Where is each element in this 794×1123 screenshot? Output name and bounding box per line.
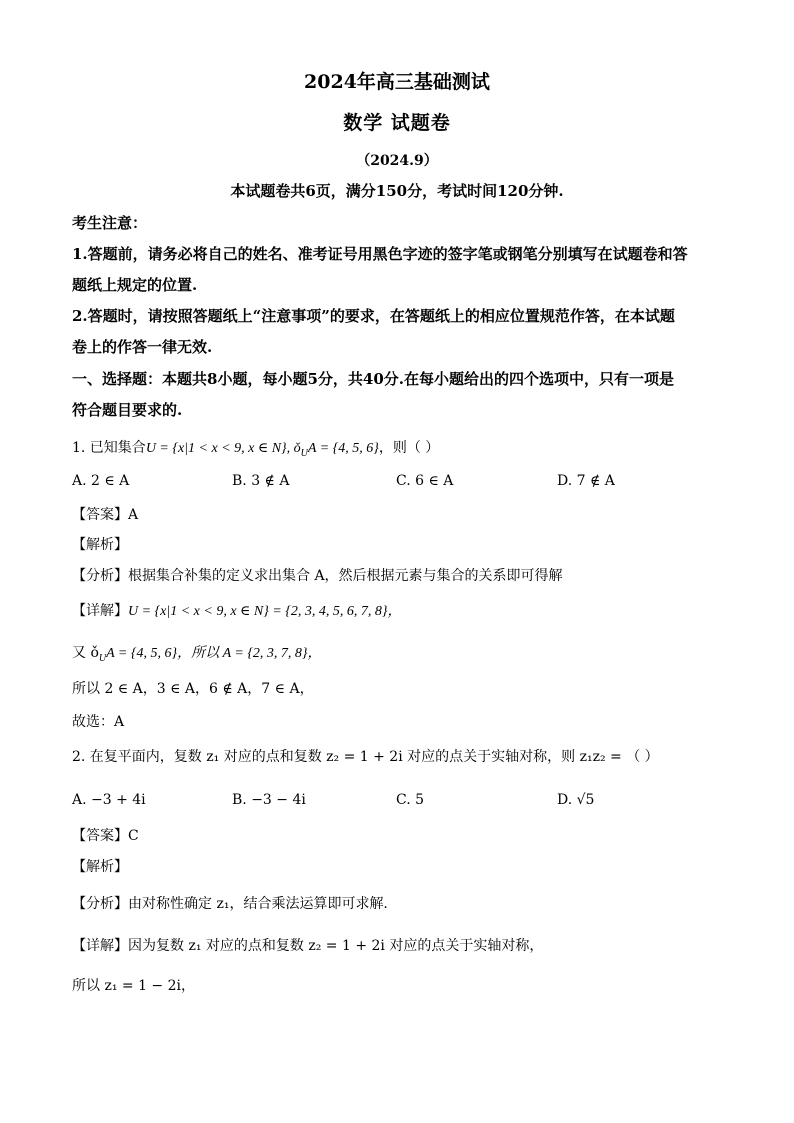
- question-2-detail-tag: 【详解】: [72, 938, 128, 954]
- question-1-detail-2-sub: U: [98, 652, 107, 664]
- question-2-detail-2: 所以 z₁ = 1 − 2i，: [72, 978, 195, 994]
- question-1-detail-tag: 【详解】: [72, 603, 128, 619]
- question-2-option-a: A. −3 + 4i: [72, 792, 146, 808]
- question-1-set-expression: U = {x|1 < x < 9, x ∈ N}, ǒ: [145, 441, 301, 456]
- section-1-heading-line-1: 一、选择题：本题共8小题，每小题5分，共40分.在每小题给出的四个选项中，只有一项是: [72, 370, 674, 388]
- question-1-set-sub: U: [300, 447, 308, 459]
- question-1-detail-2: [72, 643, 322, 669]
- exam-title: 2024年高三基础测试: [304, 71, 490, 93]
- question-2-fenxi-tag: 【分析】: [72, 896, 128, 912]
- question-1-fenxi-tag: 【分析】: [72, 568, 128, 584]
- question-1-option-c: C. 6 ∈ A: [396, 473, 454, 489]
- notice-item-1-line-1: 1.答题前，请务必将自己的姓名、准考证号用黑色字迹的签字笔或钢笔分别填写在试题卷和答: [72, 245, 688, 263]
- question-2-analysis-tag: 【解析】: [72, 859, 128, 875]
- section-1-heading-line-2: 符合题目要求的.: [72, 401, 183, 419]
- question-1-option-a: A. 2 ∈ A: [72, 473, 130, 489]
- question-2-option-c: C. 5: [396, 792, 425, 808]
- question-2-option-b: B. −3 − 4i: [232, 792, 306, 808]
- notice-item-2-line-2: 卷上的作答一律无效.: [72, 338, 213, 356]
- question-2-detail-1: [72, 936, 543, 956]
- question-2-prompt: 2. 在复平面内，复数 z₁ 对应的点和复数 z₂ = 1 + 2i 对应的点关于实轴对称，则 z₁z₂ = （ ）: [72, 749, 659, 765]
- notice-item-2-line-1: 2.答题时，请按照答题纸上“注意事项”的要求，在答题纸上的相应位置规范作答，在本试题: [72, 307, 675, 325]
- question-1-option-d: D. 7 ∉ A: [557, 473, 615, 489]
- question-2-fenxi-text: 由对称性确定 z₁，结合乘法运算即可求解.: [128, 896, 388, 912]
- notice-heading: 考生注意：: [72, 214, 148, 232]
- question-1-option-b: B. 3 ∉ A: [232, 473, 290, 489]
- question-1-prompt-lead: 1. 已知集合: [72, 440, 146, 456]
- notice-item-1-line-2: 题纸上规定的位置.: [72, 276, 198, 294]
- question-1-fenxi: [72, 566, 563, 586]
- exam-info: 本试题卷共6页，满分150分，考试时间120分钟.: [230, 182, 564, 200]
- question-2-option-d: D. √5: [557, 792, 595, 808]
- question-1-answer: 【答案】A: [72, 507, 139, 523]
- exam-date: （2024.9）: [356, 153, 438, 169]
- question-1-prompt-tail: ，则（ ）: [378, 440, 440, 456]
- question-1-detail-1: [72, 601, 402, 622]
- question-1-detail-4: 故选：A: [72, 714, 125, 730]
- exam-subtitle: 数学 试题卷: [343, 112, 451, 134]
- question-1-detail-3: 所以 2 ∈ A，3 ∈ A，6 ∉ A，7 ∈ A，: [72, 681, 314, 697]
- question-1-analysis-tag: 【解析】: [72, 537, 128, 553]
- question-1-prompt: [72, 438, 439, 464]
- question-1-detail-1-text: U = {x|1 < x < 9, x ∈ N} = {2, 3, 4, 5, 6, 7, 8}，: [128, 604, 402, 619]
- question-1-detail-2-text: A = {4, 5, 6}，所以 A = {2, 3, 7, 8}，: [106, 646, 322, 661]
- question-1-fenxi-text: 根据集合补集的定义求出集合 A，然后根据元素与集合的关系即可得解: [128, 568, 563, 584]
- question-1-detail-2-lead: 又 ǒ: [72, 645, 99, 661]
- question-1-complement: A = {4, 5, 6}: [307, 441, 379, 456]
- question-2-detail-1-text: 因为复数 z₁ 对应的点和复数 z₂ = 1 + 2i 对应的点关于实轴对称，: [128, 938, 544, 954]
- question-2-fenxi: [72, 894, 388, 914]
- question-2-answer: 【答案】C: [72, 828, 139, 844]
